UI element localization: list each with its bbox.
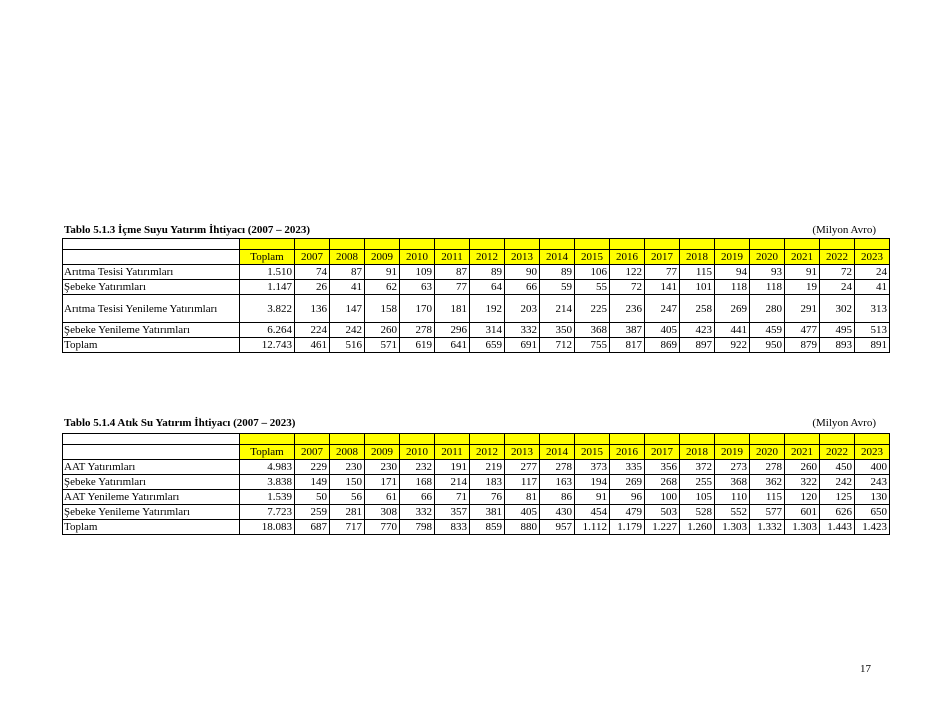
value-cell: 450 — [820, 460, 855, 475]
value-cell: 273 — [715, 460, 750, 475]
column-header: Toplam — [240, 445, 295, 460]
table-row — [63, 505, 890, 520]
value-cell: 118 — [715, 280, 750, 295]
column-header: 2008 — [330, 250, 365, 265]
column-header: 2015 — [575, 250, 610, 265]
value-cell: 77 — [435, 280, 470, 295]
column-header: 2018 — [680, 445, 715, 460]
value-cell: 405 — [645, 323, 680, 338]
value-cell: 62 — [365, 280, 400, 295]
value-cell: 387 — [610, 323, 645, 338]
value-cell: 225 — [575, 295, 610, 323]
value-cell: 118 — [750, 280, 785, 295]
value-cell: 87 — [435, 265, 470, 280]
row-label: Arıtma Tesisi Yatırımları — [63, 265, 240, 280]
value-cell: 7.723 — [240, 505, 295, 520]
value-cell: 50 — [295, 490, 330, 505]
value-cell: 105 — [680, 490, 715, 505]
value-cell: 125 — [820, 490, 855, 505]
value-cell: 6.264 — [240, 323, 295, 338]
value-cell: 516 — [330, 338, 365, 353]
value-cell: 96 — [610, 490, 645, 505]
spacer-cell — [855, 434, 890, 445]
spacer-cell — [855, 239, 890, 250]
value-cell: 63 — [400, 280, 435, 295]
value-cell: 59 — [540, 280, 575, 295]
value-cell: 18.083 — [240, 520, 295, 535]
value-cell: 141 — [645, 280, 680, 295]
column-header: 2014 — [540, 445, 575, 460]
spacer-cell — [680, 434, 715, 445]
value-cell: 74 — [295, 265, 330, 280]
row-label: Toplam — [63, 520, 240, 535]
header-row — [63, 445, 890, 460]
column-header: 2016 — [610, 250, 645, 265]
value-cell: 362 — [750, 475, 785, 490]
value-cell: 712 — [540, 338, 575, 353]
value-cell: 110 — [715, 490, 750, 505]
spacer-cell — [785, 434, 820, 445]
table-row — [63, 338, 890, 353]
value-cell: 3.822 — [240, 295, 295, 323]
value-cell: 109 — [400, 265, 435, 280]
value-cell: 194 — [575, 475, 610, 490]
value-cell: 26 — [295, 280, 330, 295]
value-cell: 163 — [540, 475, 575, 490]
table-row — [63, 520, 890, 535]
header-row — [63, 250, 890, 265]
value-cell: 258 — [680, 295, 715, 323]
value-cell: 1.303 — [785, 520, 820, 535]
spacer-cell — [63, 434, 240, 445]
value-cell: 332 — [400, 505, 435, 520]
column-header: 2017 — [645, 250, 680, 265]
value-cell: 94 — [715, 265, 750, 280]
value-cell: 168 — [400, 475, 435, 490]
spacer-cell — [540, 434, 575, 445]
column-header: 2007 — [295, 445, 330, 460]
value-cell: 552 — [715, 505, 750, 520]
row-label: Şebeke Yenileme Yatırımları — [63, 323, 240, 338]
value-cell: 1.179 — [610, 520, 645, 535]
spacer-cell — [715, 434, 750, 445]
spacer-cell — [505, 239, 540, 250]
column-header: 2015 — [575, 445, 610, 460]
table2-title: Tablo 5.1.4 Atık Su Yatırım İhtiyacı (2007 – 2023) — [64, 417, 296, 429]
value-cell: 77 — [645, 265, 680, 280]
value-cell: 373 — [575, 460, 610, 475]
header-spacer-row — [63, 434, 890, 445]
value-cell: 269 — [715, 295, 750, 323]
spacer-cell — [470, 434, 505, 445]
value-cell: 571 — [365, 338, 400, 353]
spacer-cell — [435, 434, 470, 445]
value-cell: 356 — [645, 460, 680, 475]
value-cell: 405 — [505, 505, 540, 520]
column-header: 2012 — [470, 250, 505, 265]
spacer-cell — [63, 239, 240, 250]
spacer-cell — [435, 239, 470, 250]
value-cell: 717 — [330, 520, 365, 535]
value-cell: 66 — [505, 280, 540, 295]
spacer-cell — [400, 434, 435, 445]
value-cell: 1.332 — [750, 520, 785, 535]
value-cell: 314 — [470, 323, 505, 338]
column-header: 2007 — [295, 250, 330, 265]
value-cell: 219 — [470, 460, 505, 475]
value-cell: 147 — [330, 295, 365, 323]
value-cell: 260 — [785, 460, 820, 475]
spacer-cell — [820, 239, 855, 250]
value-cell: 513 — [855, 323, 890, 338]
value-cell: 203 — [505, 295, 540, 323]
value-cell: 72 — [610, 280, 645, 295]
spacer-cell — [645, 239, 680, 250]
value-cell: 236 — [610, 295, 645, 323]
spacer-cell — [295, 434, 330, 445]
column-header: 2013 — [505, 445, 540, 460]
value-cell: 817 — [610, 338, 645, 353]
value-cell: 1.227 — [645, 520, 680, 535]
value-cell: 214 — [435, 475, 470, 490]
value-cell: 87 — [330, 265, 365, 280]
value-cell: 278 — [400, 323, 435, 338]
value-cell: 308 — [365, 505, 400, 520]
page-number: 17 — [860, 663, 871, 675]
row-label: AAT Yenileme Yatırımları — [63, 490, 240, 505]
value-cell: 130 — [855, 490, 890, 505]
value-cell: 302 — [820, 295, 855, 323]
value-cell: 158 — [365, 295, 400, 323]
value-cell: 269 — [610, 475, 645, 490]
value-cell: 229 — [295, 460, 330, 475]
spacer-cell — [785, 239, 820, 250]
spacer-cell — [575, 239, 610, 250]
value-cell: 1.303 — [715, 520, 750, 535]
value-cell: 1.260 — [680, 520, 715, 535]
value-cell: 117 — [505, 475, 540, 490]
value-cell: 477 — [785, 323, 820, 338]
value-cell: 101 — [680, 280, 715, 295]
column-header: 2017 — [645, 445, 680, 460]
value-cell: 4.983 — [240, 460, 295, 475]
value-cell: 922 — [715, 338, 750, 353]
column-header: 2008 — [330, 445, 365, 460]
spacer-cell — [240, 434, 295, 445]
value-cell: 441 — [715, 323, 750, 338]
value-cell: 577 — [750, 505, 785, 520]
value-cell: 71 — [435, 490, 470, 505]
value-cell: 72 — [820, 265, 855, 280]
value-cell: 798 — [400, 520, 435, 535]
value-cell: 755 — [575, 338, 610, 353]
value-cell: 86 — [540, 490, 575, 505]
value-cell: 619 — [400, 338, 435, 353]
value-cell: 171 — [365, 475, 400, 490]
value-cell: 880 — [505, 520, 540, 535]
row-label: Şebeke Yatırımları — [63, 475, 240, 490]
value-cell: 1.147 — [240, 280, 295, 295]
value-cell: 56 — [330, 490, 365, 505]
table1-title: Tablo 5.1.3 İçme Suyu Yatırım İhtiyacı (2007 – 2023) — [64, 224, 311, 236]
table2-unit: (Milyon Avro) — [812, 417, 876, 429]
value-cell: 259 — [295, 505, 330, 520]
value-cell: 459 — [750, 323, 785, 338]
value-cell: 170 — [400, 295, 435, 323]
spacer-cell — [820, 434, 855, 445]
value-cell: 1.423 — [855, 520, 890, 535]
spacer-cell — [610, 434, 645, 445]
column-header: 2022 — [820, 250, 855, 265]
value-cell: 136 — [295, 295, 330, 323]
value-cell: 869 — [645, 338, 680, 353]
spacer-cell — [240, 239, 295, 250]
column-header: Toplam — [240, 250, 295, 265]
value-cell: 12.743 — [240, 338, 295, 353]
spacer-cell — [330, 434, 365, 445]
value-cell: 100 — [645, 490, 680, 505]
value-cell: 893 — [820, 338, 855, 353]
value-cell: 833 — [435, 520, 470, 535]
value-cell: 601 — [785, 505, 820, 520]
spacer-cell — [540, 239, 575, 250]
value-cell: 368 — [575, 323, 610, 338]
value-cell: 41 — [855, 280, 890, 295]
column-header: 2020 — [750, 445, 785, 460]
value-cell: 224 — [295, 323, 330, 338]
header-spacer-row — [63, 239, 890, 250]
row-label: Arıtma Tesisi Yenileme Yatırımları — [63, 295, 240, 323]
value-cell: 230 — [330, 460, 365, 475]
column-header: 2010 — [400, 445, 435, 460]
value-cell: 61 — [365, 490, 400, 505]
table-row — [63, 475, 890, 490]
value-cell: 430 — [540, 505, 575, 520]
value-cell: 260 — [365, 323, 400, 338]
value-cell: 277 — [505, 460, 540, 475]
value-cell: 247 — [645, 295, 680, 323]
value-cell: 64 — [470, 280, 505, 295]
header-label-cell — [63, 445, 240, 460]
value-cell: 423 — [680, 323, 715, 338]
column-header: 2009 — [365, 445, 400, 460]
table1 — [62, 238, 890, 353]
value-cell: 859 — [470, 520, 505, 535]
table2 — [62, 433, 890, 535]
spacer-cell — [680, 239, 715, 250]
value-cell: 24 — [855, 265, 890, 280]
value-cell: 1.510 — [240, 265, 295, 280]
value-cell: 149 — [295, 475, 330, 490]
value-cell: 1.443 — [820, 520, 855, 535]
value-cell: 278 — [540, 460, 575, 475]
value-cell: 313 — [855, 295, 890, 323]
spacer-cell — [505, 434, 540, 445]
spacer-cell — [610, 239, 645, 250]
value-cell: 242 — [330, 323, 365, 338]
spacer-cell — [750, 239, 785, 250]
value-cell: 255 — [680, 475, 715, 490]
spacer-cell — [645, 434, 680, 445]
column-header: 2021 — [785, 445, 820, 460]
column-header: 2009 — [365, 250, 400, 265]
value-cell: 461 — [295, 338, 330, 353]
table-row — [63, 265, 890, 280]
table-row — [63, 490, 890, 505]
column-header: 2019 — [715, 445, 750, 460]
value-cell: 115 — [680, 265, 715, 280]
column-header: 2014 — [540, 250, 575, 265]
column-header: 2010 — [400, 250, 435, 265]
value-cell: 183 — [470, 475, 505, 490]
value-cell: 89 — [540, 265, 575, 280]
spacer-cell — [715, 239, 750, 250]
value-cell: 479 — [610, 505, 645, 520]
column-header: 2011 — [435, 250, 470, 265]
value-cell: 230 — [365, 460, 400, 475]
value-cell: 281 — [330, 505, 365, 520]
spacer-cell — [750, 434, 785, 445]
column-header: 2012 — [470, 445, 505, 460]
row-label: Şebeke Yenileme Yatırımları — [63, 505, 240, 520]
value-cell: 659 — [470, 338, 505, 353]
value-cell: 115 — [750, 490, 785, 505]
value-cell: 232 — [400, 460, 435, 475]
value-cell: 66 — [400, 490, 435, 505]
value-cell: 278 — [750, 460, 785, 475]
value-cell: 24 — [820, 280, 855, 295]
value-cell: 381 — [470, 505, 505, 520]
spacer-cell — [575, 434, 610, 445]
table-row — [63, 323, 890, 338]
column-header: 2023 — [855, 445, 890, 460]
value-cell: 191 — [435, 460, 470, 475]
value-cell: 495 — [820, 323, 855, 338]
row-label: Toplam — [63, 338, 240, 353]
value-cell: 957 — [540, 520, 575, 535]
column-header: 2021 — [785, 250, 820, 265]
row-label: AAT Yatırımları — [63, 460, 240, 475]
value-cell: 41 — [330, 280, 365, 295]
value-cell: 55 — [575, 280, 610, 295]
value-cell: 357 — [435, 505, 470, 520]
column-header: 2016 — [610, 445, 645, 460]
spacer-cell — [365, 434, 400, 445]
value-cell: 322 — [785, 475, 820, 490]
value-cell: 691 — [505, 338, 540, 353]
column-header: 2013 — [505, 250, 540, 265]
table1-unit: (Milyon Avro) — [812, 224, 876, 236]
column-header: 2020 — [750, 250, 785, 265]
value-cell: 268 — [645, 475, 680, 490]
value-cell: 770 — [365, 520, 400, 535]
value-cell: 687 — [295, 520, 330, 535]
value-cell: 192 — [470, 295, 505, 323]
value-cell: 106 — [575, 265, 610, 280]
value-cell: 76 — [470, 490, 505, 505]
value-cell: 91 — [785, 265, 820, 280]
value-cell: 950 — [750, 338, 785, 353]
value-cell: 150 — [330, 475, 365, 490]
value-cell: 181 — [435, 295, 470, 323]
value-cell: 122 — [610, 265, 645, 280]
value-cell: 81 — [505, 490, 540, 505]
row-label: Şebeke Yatırımları — [63, 280, 240, 295]
spacer-cell — [470, 239, 505, 250]
value-cell: 120 — [785, 490, 820, 505]
column-header: 2022 — [820, 445, 855, 460]
spacer-cell — [365, 239, 400, 250]
value-cell: 291 — [785, 295, 820, 323]
value-cell: 19 — [785, 280, 820, 295]
column-header: 2011 — [435, 445, 470, 460]
value-cell: 503 — [645, 505, 680, 520]
table-row — [63, 460, 890, 475]
value-cell: 243 — [855, 475, 890, 490]
value-cell: 214 — [540, 295, 575, 323]
spacer-cell — [295, 239, 330, 250]
value-cell: 897 — [680, 338, 715, 353]
value-cell: 91 — [365, 265, 400, 280]
header-label-cell — [63, 250, 240, 265]
value-cell: 454 — [575, 505, 610, 520]
value-cell: 91 — [575, 490, 610, 505]
column-header: 2023 — [855, 250, 890, 265]
value-cell: 296 — [435, 323, 470, 338]
spacer-cell — [330, 239, 365, 250]
value-cell: 400 — [855, 460, 890, 475]
value-cell: 90 — [505, 265, 540, 280]
value-cell: 242 — [820, 475, 855, 490]
value-cell: 335 — [610, 460, 645, 475]
table-row — [63, 280, 890, 295]
value-cell: 650 — [855, 505, 890, 520]
value-cell: 93 — [750, 265, 785, 280]
value-cell: 626 — [820, 505, 855, 520]
value-cell: 1.539 — [240, 490, 295, 505]
value-cell: 891 — [855, 338, 890, 353]
value-cell: 332 — [505, 323, 540, 338]
value-cell: 3.838 — [240, 475, 295, 490]
spacer-cell — [400, 239, 435, 250]
value-cell: 280 — [750, 295, 785, 323]
column-header: 2019 — [715, 250, 750, 265]
value-cell: 528 — [680, 505, 715, 520]
value-cell: 641 — [435, 338, 470, 353]
value-cell: 1.112 — [575, 520, 610, 535]
value-cell: 368 — [715, 475, 750, 490]
column-header: 2018 — [680, 250, 715, 265]
value-cell: 879 — [785, 338, 820, 353]
table-row — [63, 295, 890, 323]
value-cell: 372 — [680, 460, 715, 475]
value-cell: 89 — [470, 265, 505, 280]
value-cell: 350 — [540, 323, 575, 338]
